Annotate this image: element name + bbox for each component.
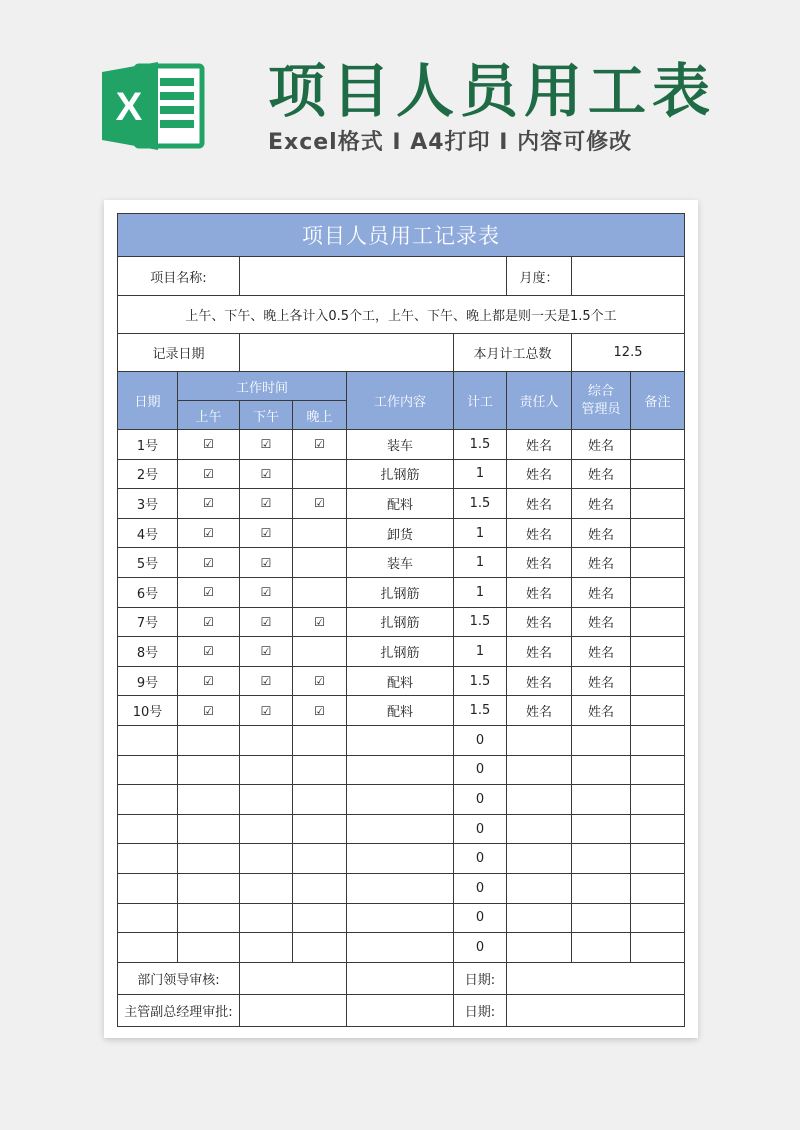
cell-content[interactable] <box>347 933 454 963</box>
cell-remark[interactable] <box>631 933 685 963</box>
record-date-label: 记录日期 <box>118 334 240 372</box>
cell-count[interactable]: 1.5 <box>454 696 507 726</box>
cell-content[interactable] <box>347 755 454 785</box>
dept-review-blank <box>347 962 454 994</box>
cell-pm[interactable] <box>240 785 293 815</box>
cell-count[interactable]: 1 <box>454 459 507 489</box>
cell-manager[interactable]: 姓名 <box>572 459 631 489</box>
cell-pm[interactable] <box>240 725 293 755</box>
cell-owner[interactable]: 姓名 <box>507 459 572 489</box>
col-header-manager <box>572 372 631 430</box>
cell-date[interactable]: 1号 <box>118 430 178 460</box>
cell-pm[interactable] <box>240 755 293 785</box>
cell-am[interactable]: ☑ <box>178 518 240 548</box>
col-header-manager-line2: 管理员 <box>581 401 621 417</box>
cell-owner[interactable]: 姓名 <box>507 548 572 578</box>
cell-am[interactable] <box>178 903 240 933</box>
cell-count[interactable]: 0 <box>454 903 507 933</box>
cell-remark[interactable] <box>631 430 685 460</box>
cell-date[interactable] <box>118 933 178 963</box>
cell-count[interactable]: 1.5 <box>454 430 507 460</box>
cell-date[interactable] <box>118 814 178 844</box>
cell-pm[interactable] <box>240 873 293 903</box>
cell-content[interactable] <box>347 785 454 815</box>
cell-am[interactable]: ☑ <box>178 637 240 667</box>
month-label: 月度： <box>507 257 572 296</box>
gm-approve-field[interactable] <box>240 994 347 1026</box>
cell-count[interactable]: 1.5 <box>454 666 507 696</box>
record-date-field[interactable] <box>240 334 454 372</box>
cell-manager[interactable] <box>572 933 631 963</box>
cell-remark[interactable] <box>631 903 685 933</box>
dept-review-field[interactable] <box>240 962 347 994</box>
table-row <box>118 518 685 548</box>
cell-content[interactable] <box>347 844 454 874</box>
cell-owner[interactable]: 姓名 <box>507 696 572 726</box>
cell-pm[interactable]: ☑ <box>240 607 293 637</box>
date-field-2[interactable] <box>507 994 685 1026</box>
record-table <box>117 213 685 1027</box>
cell-manager[interactable] <box>572 755 631 785</box>
cell-date[interactable] <box>118 873 178 903</box>
cell-remark[interactable] <box>631 785 685 815</box>
cell-count[interactable]: 1 <box>454 518 507 548</box>
page-header <box>0 0 800 190</box>
col-header-manager-line1: 综合 <box>587 383 614 399</box>
cell-count[interactable]: 1.5 <box>454 607 507 637</box>
cell-content[interactable]: 卸货 <box>347 518 454 548</box>
cell-content[interactable]: 配料 <box>347 666 454 696</box>
cell-owner[interactable]: 姓名 <box>507 489 572 519</box>
cell-owner[interactable] <box>507 814 572 844</box>
cell-owner[interactable]: 姓名 <box>507 666 572 696</box>
total-value: 12.5 <box>572 334 685 372</box>
cell-night[interactable]: ☑ <box>293 666 347 696</box>
cell-am[interactable] <box>178 933 240 963</box>
cell-owner[interactable] <box>507 725 572 755</box>
cell-count[interactable]: 0 <box>454 814 507 844</box>
cell-am[interactable] <box>178 725 240 755</box>
cell-night[interactable]: ☑ <box>293 430 347 460</box>
cell-count[interactable]: 0 <box>454 873 507 903</box>
cell-content[interactable]: 配料 <box>347 696 454 726</box>
cell-pm[interactable] <box>240 814 293 844</box>
cell-night[interactable] <box>293 785 347 815</box>
cell-am[interactable] <box>178 755 240 785</box>
col-header-date: 日期 <box>118 372 178 430</box>
cell-night[interactable]: ☑ <box>293 696 347 726</box>
cell-night[interactable] <box>293 903 347 933</box>
cell-manager[interactable]: 姓名 <box>572 489 631 519</box>
cell-am[interactable]: ☑ <box>178 430 240 460</box>
cell-pm[interactable]: ☑ <box>240 548 293 578</box>
cell-night[interactable] <box>293 844 347 874</box>
cell-remark[interactable] <box>631 489 685 519</box>
col-header-pm: 下午 <box>240 401 293 430</box>
cell-manager[interactable] <box>572 725 631 755</box>
cell-content[interactable]: 扎钢筋 <box>347 637 454 667</box>
cell-count[interactable]: 1 <box>454 577 507 607</box>
cell-pm[interactable]: ☑ <box>240 577 293 607</box>
cell-date[interactable] <box>118 785 178 815</box>
cell-am[interactable]: ☑ <box>178 577 240 607</box>
cell-owner[interactable] <box>507 755 572 785</box>
cell-manager[interactable] <box>572 844 631 874</box>
col-header-content: 工作内容 <box>347 372 454 430</box>
cell-manager[interactable]: 姓名 <box>572 430 631 460</box>
cell-remark[interactable] <box>631 755 685 785</box>
table-row <box>118 607 685 637</box>
cell-date[interactable]: 2号 <box>118 459 178 489</box>
cell-owner[interactable] <box>507 785 572 815</box>
cell-count[interactable]: 0 <box>454 755 507 785</box>
cell-date[interactable]: 10号 <box>118 696 178 726</box>
cell-am[interactable]: ☑ <box>178 607 240 637</box>
cell-remark[interactable] <box>631 696 685 726</box>
table-row <box>118 873 685 903</box>
table-row <box>118 814 685 844</box>
dept-review-label: 部门领导审核: <box>118 962 240 994</box>
table-row <box>118 459 685 489</box>
cell-pm[interactable]: ☑ <box>240 696 293 726</box>
date-label-1: 日期: <box>454 962 507 994</box>
cell-remark[interactable] <box>631 607 685 637</box>
table-row <box>118 577 685 607</box>
col-header-remark: 备注 <box>631 372 685 430</box>
cell-manager[interactable]: 姓名 <box>572 548 631 578</box>
cell-remark[interactable] <box>631 844 685 874</box>
col-header-am: 上午 <box>178 401 240 430</box>
cell-manager[interactable] <box>572 903 631 933</box>
cell-date[interactable]: 8号 <box>118 637 178 667</box>
cell-night[interactable] <box>293 814 347 844</box>
cell-remark[interactable] <box>631 459 685 489</box>
cell-night[interactable] <box>293 725 347 755</box>
date-label-2: 日期: <box>454 994 507 1026</box>
cell-content[interactable] <box>347 725 454 755</box>
cell-manager[interactable]: 姓名 <box>572 666 631 696</box>
cell-pm[interactable]: ☑ <box>240 489 293 519</box>
table-row <box>118 666 685 696</box>
table-body <box>118 430 685 963</box>
col-header-night: 晚上 <box>293 401 347 430</box>
cell-manager[interactable]: 姓名 <box>572 637 631 667</box>
table-row <box>118 844 685 874</box>
cell-pm[interactable]: ☑ <box>240 637 293 667</box>
cell-date[interactable]: 5号 <box>118 548 178 578</box>
cell-remark[interactable] <box>631 548 685 578</box>
cell-night[interactable]: ☑ <box>293 607 347 637</box>
table-row <box>118 755 685 785</box>
cell-date[interactable] <box>118 755 178 785</box>
gm-approve-label: 主管副总经理审批: <box>118 994 240 1026</box>
cell-owner[interactable]: 姓名 <box>507 637 572 667</box>
cell-am[interactable] <box>178 814 240 844</box>
cell-remark[interactable] <box>631 637 685 667</box>
cell-pm[interactable]: ☑ <box>240 430 293 460</box>
cell-owner[interactable] <box>507 903 572 933</box>
cell-owner[interactable]: 姓名 <box>507 607 572 637</box>
cell-manager[interactable] <box>572 814 631 844</box>
table-row <box>118 489 685 519</box>
cell-pm[interactable] <box>240 903 293 933</box>
month-field[interactable] <box>572 257 685 296</box>
cell-am[interactable] <box>178 844 240 874</box>
col-header-work-time: 工作时间 <box>178 372 347 401</box>
cell-am[interactable]: ☑ <box>178 489 240 519</box>
excel-logo-icon <box>102 58 206 154</box>
excel-logo-letter: X <box>115 85 143 129</box>
col-header-owner: 责任人 <box>507 372 572 430</box>
cell-am[interactable] <box>178 785 240 815</box>
cell-count[interactable]: 0 <box>454 725 507 755</box>
col-header-count: 计工 <box>454 372 507 430</box>
table-row <box>118 696 685 726</box>
cell-count[interactable]: 1 <box>454 637 507 667</box>
date-field-1[interactable] <box>507 962 685 994</box>
cell-date[interactable] <box>118 844 178 874</box>
cell-content[interactable]: 配料 <box>347 489 454 519</box>
cell-date[interactable]: 3号 <box>118 489 178 519</box>
cell-pm[interactable] <box>240 844 293 874</box>
cell-count[interactable]: 0 <box>454 844 507 874</box>
cell-am[interactable] <box>178 873 240 903</box>
cell-manager[interactable] <box>572 873 631 903</box>
cell-content[interactable]: 扎钢筋 <box>347 607 454 637</box>
cell-remark[interactable] <box>631 725 685 755</box>
cell-manager[interactable]: 姓名 <box>572 696 631 726</box>
cell-pm[interactable]: ☑ <box>240 518 293 548</box>
note-text: 上午、下午、晚上各计入0.5个工，上午、下午、晚上都是则一天是1.5个工 <box>118 296 685 334</box>
cell-owner[interactable]: 姓名 <box>507 518 572 548</box>
cell-remark[interactable] <box>631 873 685 903</box>
cell-content[interactable] <box>347 814 454 844</box>
cell-remark[interactable] <box>631 577 685 607</box>
cell-content[interactable]: 扎钢筋 <box>347 459 454 489</box>
cell-night[interactable] <box>293 577 347 607</box>
cell-pm[interactable]: ☑ <box>240 666 293 696</box>
cell-content[interactable]: 装车 <box>347 548 454 578</box>
project-name-label: 项目名称: <box>118 257 240 296</box>
cell-date[interactable] <box>118 725 178 755</box>
table-row <box>118 637 685 667</box>
cell-content[interactable] <box>347 903 454 933</box>
cell-owner[interactable]: 姓名 <box>507 430 572 460</box>
cell-remark[interactable] <box>631 666 685 696</box>
cell-remark[interactable] <box>631 814 685 844</box>
cell-night[interactable] <box>293 637 347 667</box>
table-row <box>118 903 685 933</box>
cell-count[interactable]: 1.5 <box>454 489 507 519</box>
cell-night[interactable] <box>293 873 347 903</box>
cell-remark[interactable] <box>631 518 685 548</box>
cell-am[interactable]: ☑ <box>178 696 240 726</box>
cell-owner[interactable] <box>507 844 572 874</box>
sheet-title: 项目人员用工记录表 <box>118 214 685 257</box>
cell-date[interactable]: 7号 <box>118 607 178 637</box>
cell-night[interactable] <box>293 933 347 963</box>
cell-pm[interactable]: ☑ <box>240 459 293 489</box>
cell-manager[interactable]: 姓名 <box>572 577 631 607</box>
table-row <box>118 725 685 755</box>
cell-owner[interactable] <box>507 933 572 963</box>
table-row <box>118 430 685 460</box>
cell-content[interactable]: 扎钢筋 <box>347 577 454 607</box>
cell-count[interactable]: 1 <box>454 548 507 578</box>
cell-night[interactable] <box>293 459 347 489</box>
cell-manager[interactable]: 姓名 <box>572 518 631 548</box>
cell-night[interactable]: ☑ <box>293 489 347 519</box>
total-label: 本月计工总数 <box>454 334 572 372</box>
cell-content[interactable]: 装车 <box>347 430 454 460</box>
cell-manager[interactable]: 姓名 <box>572 607 631 637</box>
project-name-field[interactable] <box>240 257 507 296</box>
cell-night[interactable] <box>293 755 347 785</box>
page-subtitle: Excel格式 I A4打印 I 内容可修改 <box>268 130 633 155</box>
table-row <box>118 785 685 815</box>
cell-owner[interactable] <box>507 873 572 903</box>
cell-count[interactable]: 0 <box>454 785 507 815</box>
table-row <box>118 933 685 963</box>
cell-date[interactable]: 9号 <box>118 666 178 696</box>
cell-content[interactable] <box>347 873 454 903</box>
cell-date[interactable] <box>118 903 178 933</box>
cell-am[interactable]: ☑ <box>178 548 240 578</box>
cell-date[interactable]: 4号 <box>118 518 178 548</box>
cell-count[interactable]: 0 <box>454 933 507 963</box>
gm-approve-blank <box>347 994 454 1026</box>
cell-owner[interactable]: 姓名 <box>507 577 572 607</box>
cell-night[interactable] <box>293 548 347 578</box>
cell-am[interactable]: ☑ <box>178 459 240 489</box>
cell-date[interactable]: 6号 <box>118 577 178 607</box>
cell-am[interactable]: ☑ <box>178 666 240 696</box>
table-row <box>118 548 685 578</box>
cell-manager[interactable] <box>572 785 631 815</box>
cell-night[interactable] <box>293 518 347 548</box>
cell-pm[interactable] <box>240 933 293 963</box>
page-title: 项目人员用工表 <box>268 57 717 125</box>
